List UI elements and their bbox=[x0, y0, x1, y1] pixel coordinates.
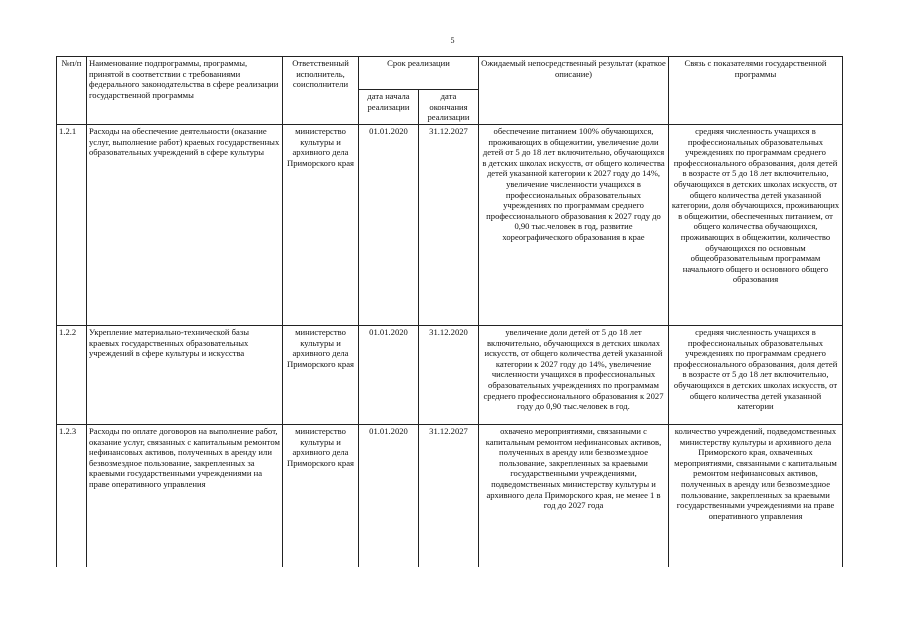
table-row bbox=[57, 425, 843, 568]
row-result: охвачено мероприятиями, связанными с капитальным ремонтом нефинансовых активов, полученных в аренду или безвозмездное пользование, закрепленных за краевыми государственными учреждениями, подведомственных министерству культуры и архивного дела Приморского края, не менее 1 в год до 2027 года bbox=[479, 425, 669, 568]
row-num: 1.2.3 bbox=[57, 425, 87, 568]
header-end: дата окончания реализации bbox=[419, 90, 479, 125]
header-name: Наименование подпрограммы, программы, принятой в соответствии с требованиями федерального законодательства в сфере реализации государственной программы bbox=[87, 57, 283, 125]
table-header-row bbox=[57, 57, 843, 90]
row-start: 01.01.2020 bbox=[359, 425, 419, 568]
row-result: увеличение доли детей от 5 до 18 лет включительно, обучающихся в детских школах искусств, от общего количества детей указанной категории к 2027 году до 14%, увеличение численности учащихся в профессиональных образовательных учреждениях по программам среднего профессионального образования к 2027 году до 0,90 тыс.человек в год. bbox=[479, 326, 669, 425]
row-num: 1.2.1 bbox=[57, 125, 87, 326]
page-number: 5 bbox=[450, 36, 455, 45]
row-executor: министерство культуры и архивного дела Приморского края bbox=[283, 326, 359, 425]
row-link: количество учреждений, подведомственных министерству культуры и архивного дела Приморского края, охваченных мероприятиями, связанными с капитальным ремонтом нефинансовых активов, полученных в аренду или безвозмездное пользование, закрепленных за краевыми государственными учреждениями на праве оперативного управления bbox=[669, 425, 843, 568]
row-name: Укрепление материально-технической базы краевых государственных образовательных учреждений в сфере культуры и искусства bbox=[87, 326, 283, 425]
row-link: средняя численность учащихся в профессиональных образовательных учреждениях по программам среднего профессионального образования, доля детей в возрасте от 5 до 18 лет включительно, обучающихся в детских школах искусств, от общего количества детей указанной категории bbox=[669, 326, 843, 425]
row-start: 01.01.2020 bbox=[359, 326, 419, 425]
table-row bbox=[57, 326, 843, 425]
program-table bbox=[56, 56, 843, 567]
row-name: Расходы на обеспечение деятельности (оказание услуг, выполнение работ) краевых государственных образовательных учреждений в сфере культуры bbox=[87, 125, 283, 326]
row-end: 31.12.2020 bbox=[419, 326, 479, 425]
row-executor: министерство культуры и архивного дела Приморского края bbox=[283, 125, 359, 326]
header-period: Срок реализации bbox=[359, 57, 479, 90]
row-num: 1.2.2 bbox=[57, 326, 87, 425]
row-end: 31.12.2027 bbox=[419, 425, 479, 568]
header-link: Связь с показателями государственной программы bbox=[669, 57, 843, 125]
row-result: обеспечение питанием 100% обучающихся, проживающих в общежитии, увеличение доли детей от 5 до 18 лет включительно, обучающихся в детских школах искусств, от общего количества детей указанной категории к 2027 году до 14%, увеличение численности учащихся в профессиональных образовательных учреждениях по программам среднего профессионального образования к 2027 году до 0,90 тыс.человек в год, развитие хореографического образования в крае bbox=[479, 125, 669, 326]
table-row bbox=[57, 125, 843, 326]
row-name: Расходы по оплате договоров на выполнение работ, оказание услуг, связанных с капитальным ремонтом нефинансовых активов, полученных в аренду или безвозмездное пользование, закрепленных за краевыми государственными учреждениями на праве оперативного управления bbox=[87, 425, 283, 568]
header-start: дата начала реализации bbox=[359, 90, 419, 125]
header-result: Ожидаемый непосредственный результат (краткое описание) bbox=[479, 57, 669, 125]
header-executor: Ответственный исполнитель, соисполнители bbox=[283, 57, 359, 125]
row-start: 01.01.2020 bbox=[359, 125, 419, 326]
header-num: №п/п bbox=[57, 57, 87, 125]
row-executor: министерство культуры и архивного дела Приморского края bbox=[283, 425, 359, 568]
row-end: 31.12.2027 bbox=[419, 125, 479, 326]
row-link: средняя численность учащихся в профессиональных образовательных учреждениях по программам среднего профессионального образования, доля детей в возрасте от 5 до 18 лет включительно, обучающихся в детских школах искусств, от общего количества детей указанной категории, доля обучающихся, проживающих в общежитии, обеспеченных питанием, от общего количества обучающихся, проживающих в общежитии, количество обучающихся по основным общеобразовательным программам начального общего и основного общего образования bbox=[669, 125, 843, 326]
